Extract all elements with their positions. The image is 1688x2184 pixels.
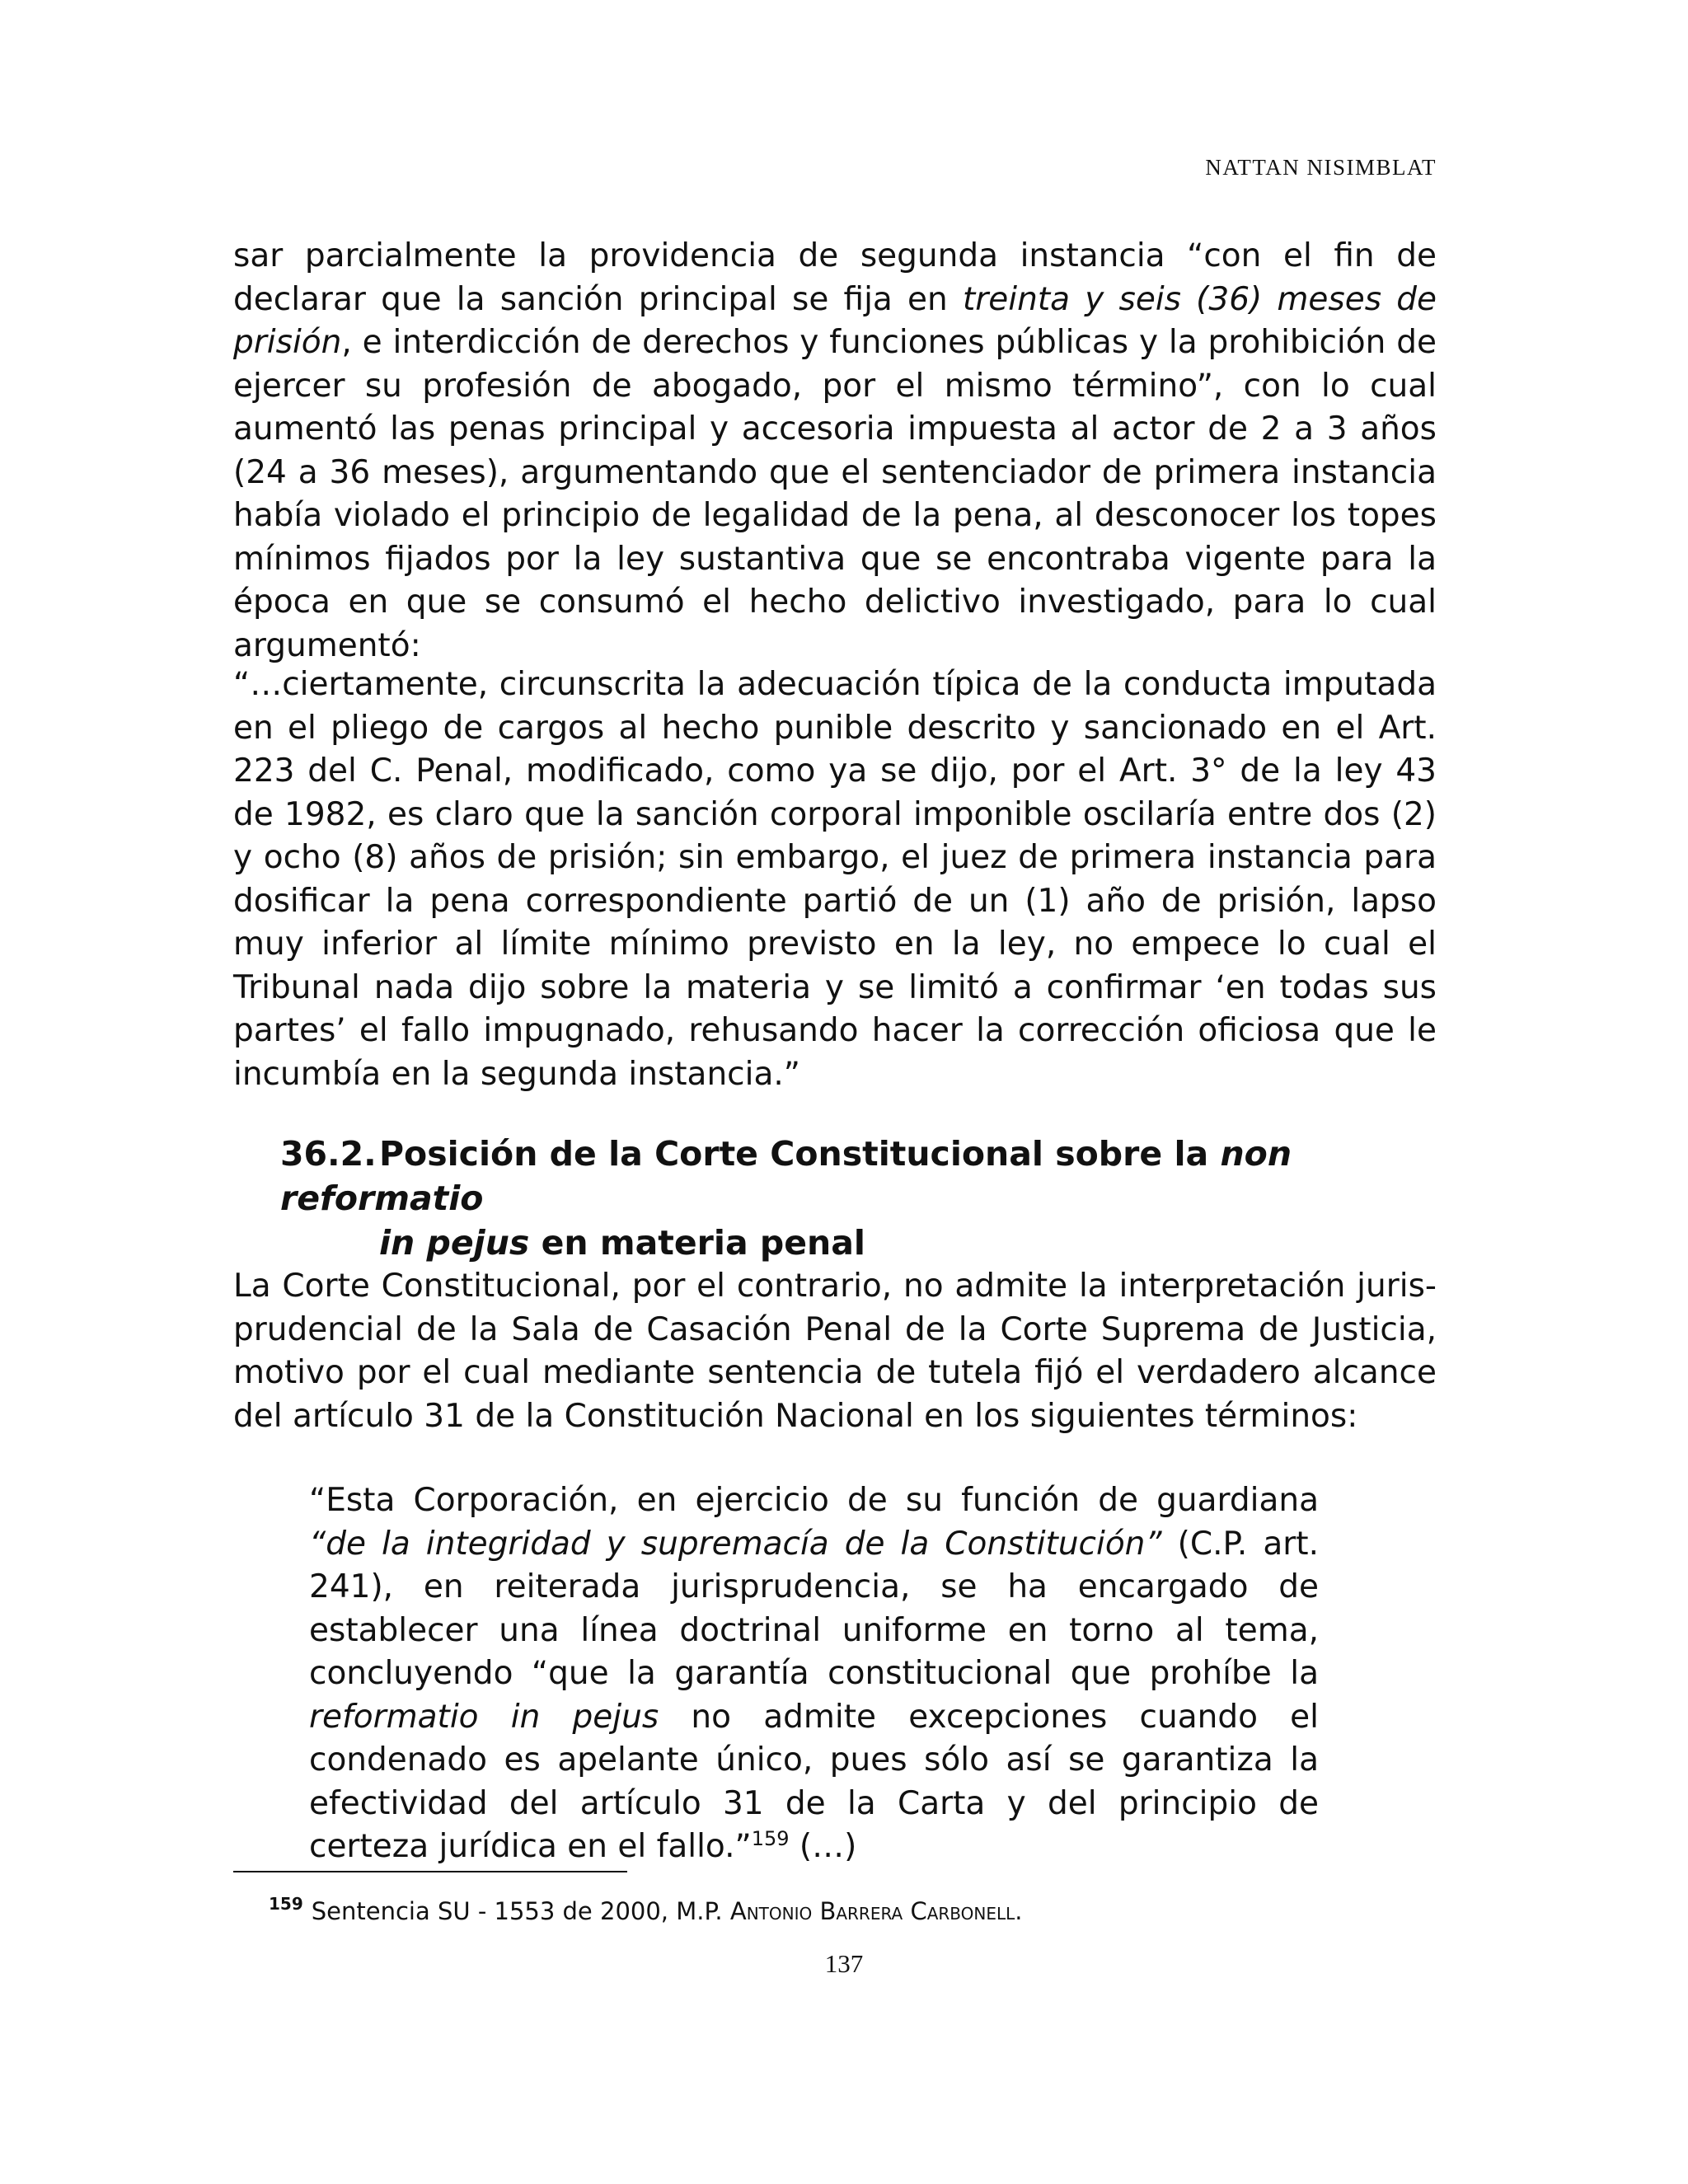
footnote-text: Sentencia SU - 1553 de 2000, M.P. (311, 1897, 730, 1925)
section-heading (280, 1132, 1451, 1265)
paragraph-3: La Corte Constitucional, por el contrario, no admite la interpretación jurisprudencial de la Sala de Casación Penal de la Corte Suprema de Justicia, motivo por el cual mediante sentencia de tutela fijó el verdadero alcance del artículo 31 de la Constitución Nacional en los siguientes términos: (233, 1268, 1437, 1435)
paragraph-1 (233, 235, 1437, 668)
footnote (269, 1887, 1023, 1928)
block-quote-text-b: (C.P. art. 241), en reiterada jurisprudencia, se ha encargado de establecer una línea doctrinal uniforme en torno al tema, concluyendo “que la garantía constitucional que prohíbe la (309, 1525, 1319, 1692)
section-heading-text-b: en materia penal (529, 1223, 865, 1263)
section-number: 36.2. (280, 1134, 377, 1174)
section-heading-italic-a: non reformatio (280, 1134, 1292, 1218)
running-head: NATTAN NISIMBLAT (1205, 155, 1437, 180)
footnote-mark: 159 (269, 1894, 303, 1914)
section-heading-text-a: Posición de la Corte Constitucional sobre la (379, 1134, 1221, 1174)
footnote-author: Antonio Barrera Carbonell (729, 1897, 1015, 1925)
paragraph-2-quote: “…ciertamente, circunscrita la adecuación típica de la conducta imputada en el pliego de cargos al hecho punible descrito y sancionado en el Art. 223 del C. Penal, modificado, como ya se dijo, por el Art. 3° de la ley 43 de 1982, es claro que la sanción corporal imponible oscilaría entre dos (2) y ocho (8) años de prisión; sin embargo, el juez de primera instancia para dosificar la pena correspondiente partió de un (1) año de prisión, lapso muy inferior al límite mínimo previsto en la ley, no empece lo cual el Tribunal nada dijo sobre la materia y se limitó a confirmar ‘en todas sus partes’ el fallo impugnado, rehusando hacer la corrección oficiosa que le incumbía en la segunda instancia.” (233, 666, 1437, 1093)
block-quote-text-a: “Esta Corporación, en ejercicio de su función de guardiana (309, 1482, 1319, 1519)
page-number: 137 (824, 1949, 864, 1978)
paragraph-1-italic: treinta y seis (36) meses de prisión (233, 280, 1437, 361)
footnote-end: . (1015, 1897, 1023, 1925)
footnote-reference[interactable]: 159 (751, 1827, 790, 1850)
block-quote-italic-a: “de la integridad y supremacía de la Constitución” (309, 1525, 1162, 1563)
block-quote-text-d: (…) (789, 1828, 857, 1865)
paragraph-1-text-a: sar parcialmente la providencia de segunda instancia “con el fin de declarar que la sanción principal se fija en (233, 237, 1437, 318)
section-heading-line-2 (280, 1221, 1451, 1265)
footnote-divider (233, 1871, 627, 1872)
block-quote-text-c: no admite excepciones cuando el condenado es apelante único, pues sólo así se garantiza la efectividad del artículo 31 de la Carta y del principio de certeza jurídica en el fallo.” (309, 1698, 1320, 1865)
block-quote (309, 1479, 1319, 1869)
paragraph-1-text-b: , e interdicción de derechos y funciones públicas y la prohibición de ejercer su profesión de abogado, por el mismo término”, con lo cual aumentó las penas principal y accesoria impuesta al actor de 2 a 3 años (24 a 36 meses), argumentando que el sentenciador de primera instancia había violado el principio de legalidad de la pena, al desconocer los topes mínimos fijados por la ley sustantiva que se encontraba vigente para la época en que se consumó el hecho delictivo investigado, para lo cual argumentó: (233, 324, 1437, 664)
section-heading-italic-b: in pejus (379, 1223, 530, 1263)
block-quote-italic-b: reformatio in pejus (309, 1698, 659, 1736)
